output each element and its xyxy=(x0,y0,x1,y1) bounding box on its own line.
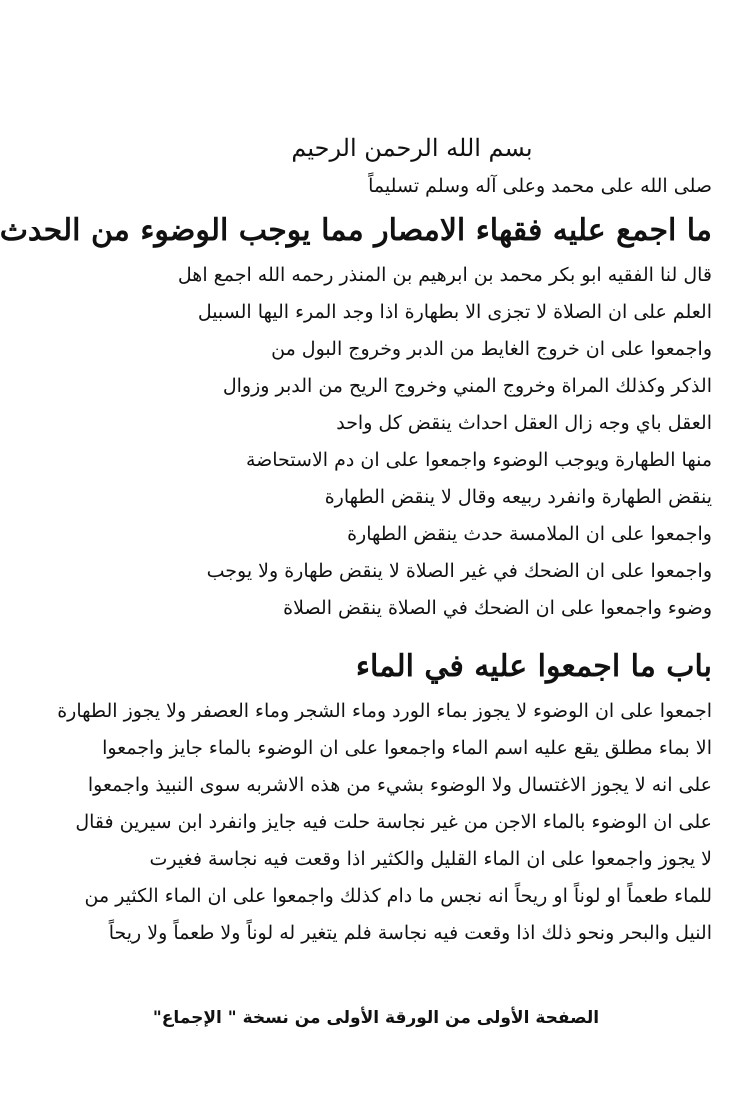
text-line: قال لنا الفقيه ابو بكر محمد بن ابرهيم بن المنذر رحمه الله اجمع اهل xyxy=(177,264,712,286)
text-line: منها الطهارة ويوجب الوضوء واجمعوا على ان دم الاستحاضة xyxy=(245,449,712,471)
text-line: الذكر وكذلك المراة وخروج المني وخروج الريح من الدبر وزوال xyxy=(222,375,712,397)
section-heading-wudu: ما اجمع عليه فقهاء الامصار مما يوجب الوضوء من الحدث xyxy=(0,213,712,248)
salawat-line: صلى الله على محمد وعلى آله وسلم تسليماً xyxy=(368,175,712,197)
manuscript-text xyxy=(0,128,712,952)
page-caption: الصفحة الأولى من الورقة الأولى من نسخة " الإجماع" xyxy=(152,1008,600,1028)
text-line: الا بماء مطلق يقع عليه اسم الماء واجمعوا على ان الوضوء بالماء جايز واجمعوا xyxy=(102,737,712,759)
text-line: واجمعوا على ان الملامسة حدث ينقض الطهارة xyxy=(347,523,712,545)
text-line: وضوء واجمعوا على ان الضحك في الصلاة ينقض الصلاة xyxy=(283,597,712,619)
text-line: العلم على ان الصلاة لا تجزى الا بطهارة اذا وجد المرء اليها السبيل xyxy=(197,301,712,323)
text-line: على انه لا يجوز الاغتسال ولا الوضوء بشيء من هذه الاشربه سوى النبيذ واجمعوا xyxy=(87,774,712,796)
text-line: واجمعوا على ان الضحك في غير الصلاة لا ينقض طهارة ولا يوجب xyxy=(206,560,712,582)
basmala: بسم الله الرحمن الرحيم xyxy=(291,134,533,162)
text-line: لا يجوز واجمعوا على ان الماء القليل والكثير اذا وقعت فيه نجاسة فغيرت xyxy=(149,848,712,870)
text-line: على ان الوضوء بالماء الاجن من غير نجاسة حلت فيه جايز وانفرد ابن سيرين فقال xyxy=(75,811,712,833)
text-line: العقل باي وجه زال العقل احداث ينقض كل واحد xyxy=(336,412,712,434)
text-line: النيل والبحر ونحو ذلك اذا وقعت فيه نجاسة فلم يتغير له لوناً ولا طعماً ولا ريحاً xyxy=(108,922,712,944)
text-line: ينقض الطهارة وانفرد ربيعه وقال لا ينقض الطهارة xyxy=(324,486,712,508)
text-line: اجمعوا على ان الوضوء لا يجوز بماء الورد وماء الشجر وماء العصفر ولا يجوز الطهارة xyxy=(57,700,712,722)
section-heading-water: باب ما اجمعوا عليه في الماء xyxy=(355,649,712,684)
text-line: واجمعوا على ان خروج الغايط من الدبر وخروج البول من xyxy=(271,338,712,360)
text-line: للماء طعماً او لوناً او ريحاً انه نجس ما دام كذلك واجمعوا على ان الماء الكثير من xyxy=(84,885,712,907)
